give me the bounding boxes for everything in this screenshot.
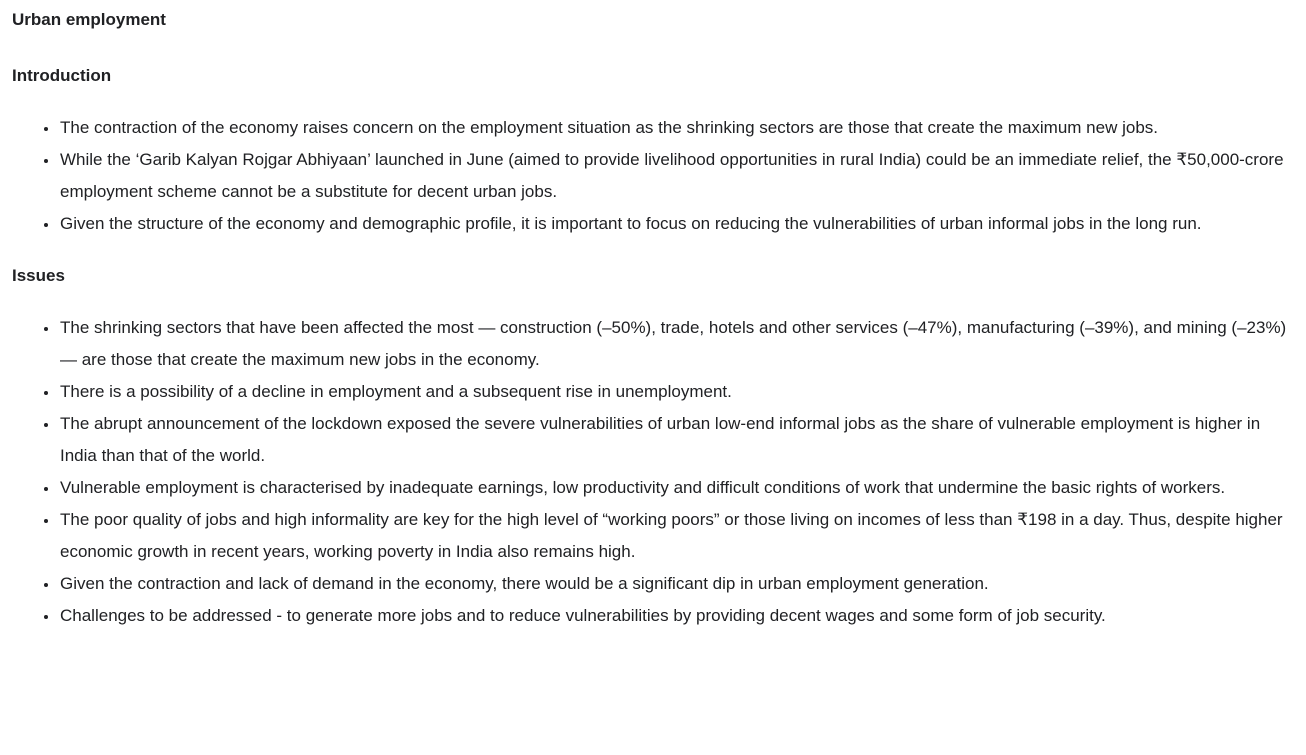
list-item: • The poor quality of jobs and high informality are key for the high level of “working poors” or those living on incomes of less than ₹198 in a day. Thus, despite higher economic growth in recent years, working poverty in India also remains high. bbox=[59, 504, 1294, 568]
list-item: • Given the structure of the economy and demographic profile, it is important to focus on reducing the vulnerabilities of urban informal jobs in the long run. bbox=[59, 208, 1294, 240]
list-item: • Given the contraction and lack of demand in the economy, there would be a significant dip in urban employment generation. bbox=[59, 568, 1294, 600]
list-item: • There is a possibility of a decline in employment and a subsequent rise in unemployment. bbox=[59, 376, 1294, 408]
list-item: • While the ‘Garib Kalyan Rojgar Abhiyaan’ launched in June (aimed to provide livelihood opportunities in rural India) could be an immediate relief, the ₹50,000-crore employment scheme cannot be a substitute for decent urban jobs. bbox=[59, 144, 1294, 208]
document-title: Urban employment bbox=[12, 10, 166, 29]
introduction-list bbox=[12, 112, 1294, 240]
list-item: • Vulnerable employment is characterised by inadequate earnings, low productivity and difficult conditions of work that undermine the basic rights of workers. bbox=[59, 472, 1294, 504]
issues-list bbox=[12, 312, 1294, 632]
list-item: • The shrinking sectors that have been affected the most — construction (–50%), trade, hotels and other services (–47%), manufacturing (–39%), and mining (–23%) — are those that create the maximum new jobs in the economy. bbox=[59, 312, 1294, 376]
section-heading-issues: Issues bbox=[12, 266, 65, 285]
list-item: • The abrupt announcement of the lockdown exposed the severe vulnerabilities of urban low-end informal jobs as the share of vulnerable employment is higher in India than that of the world. bbox=[59, 408, 1294, 472]
list-item: • The contraction of the economy raises concern on the employment situation as the shrinking sectors are those that create the maximum new jobs. bbox=[59, 112, 1294, 144]
list-item: • Challenges to be addressed - to generate more jobs and to reduce vulnerabilities by providing decent wages and some form of job security. bbox=[59, 600, 1294, 632]
section-heading-introduction: Introduction bbox=[12, 66, 112, 85]
